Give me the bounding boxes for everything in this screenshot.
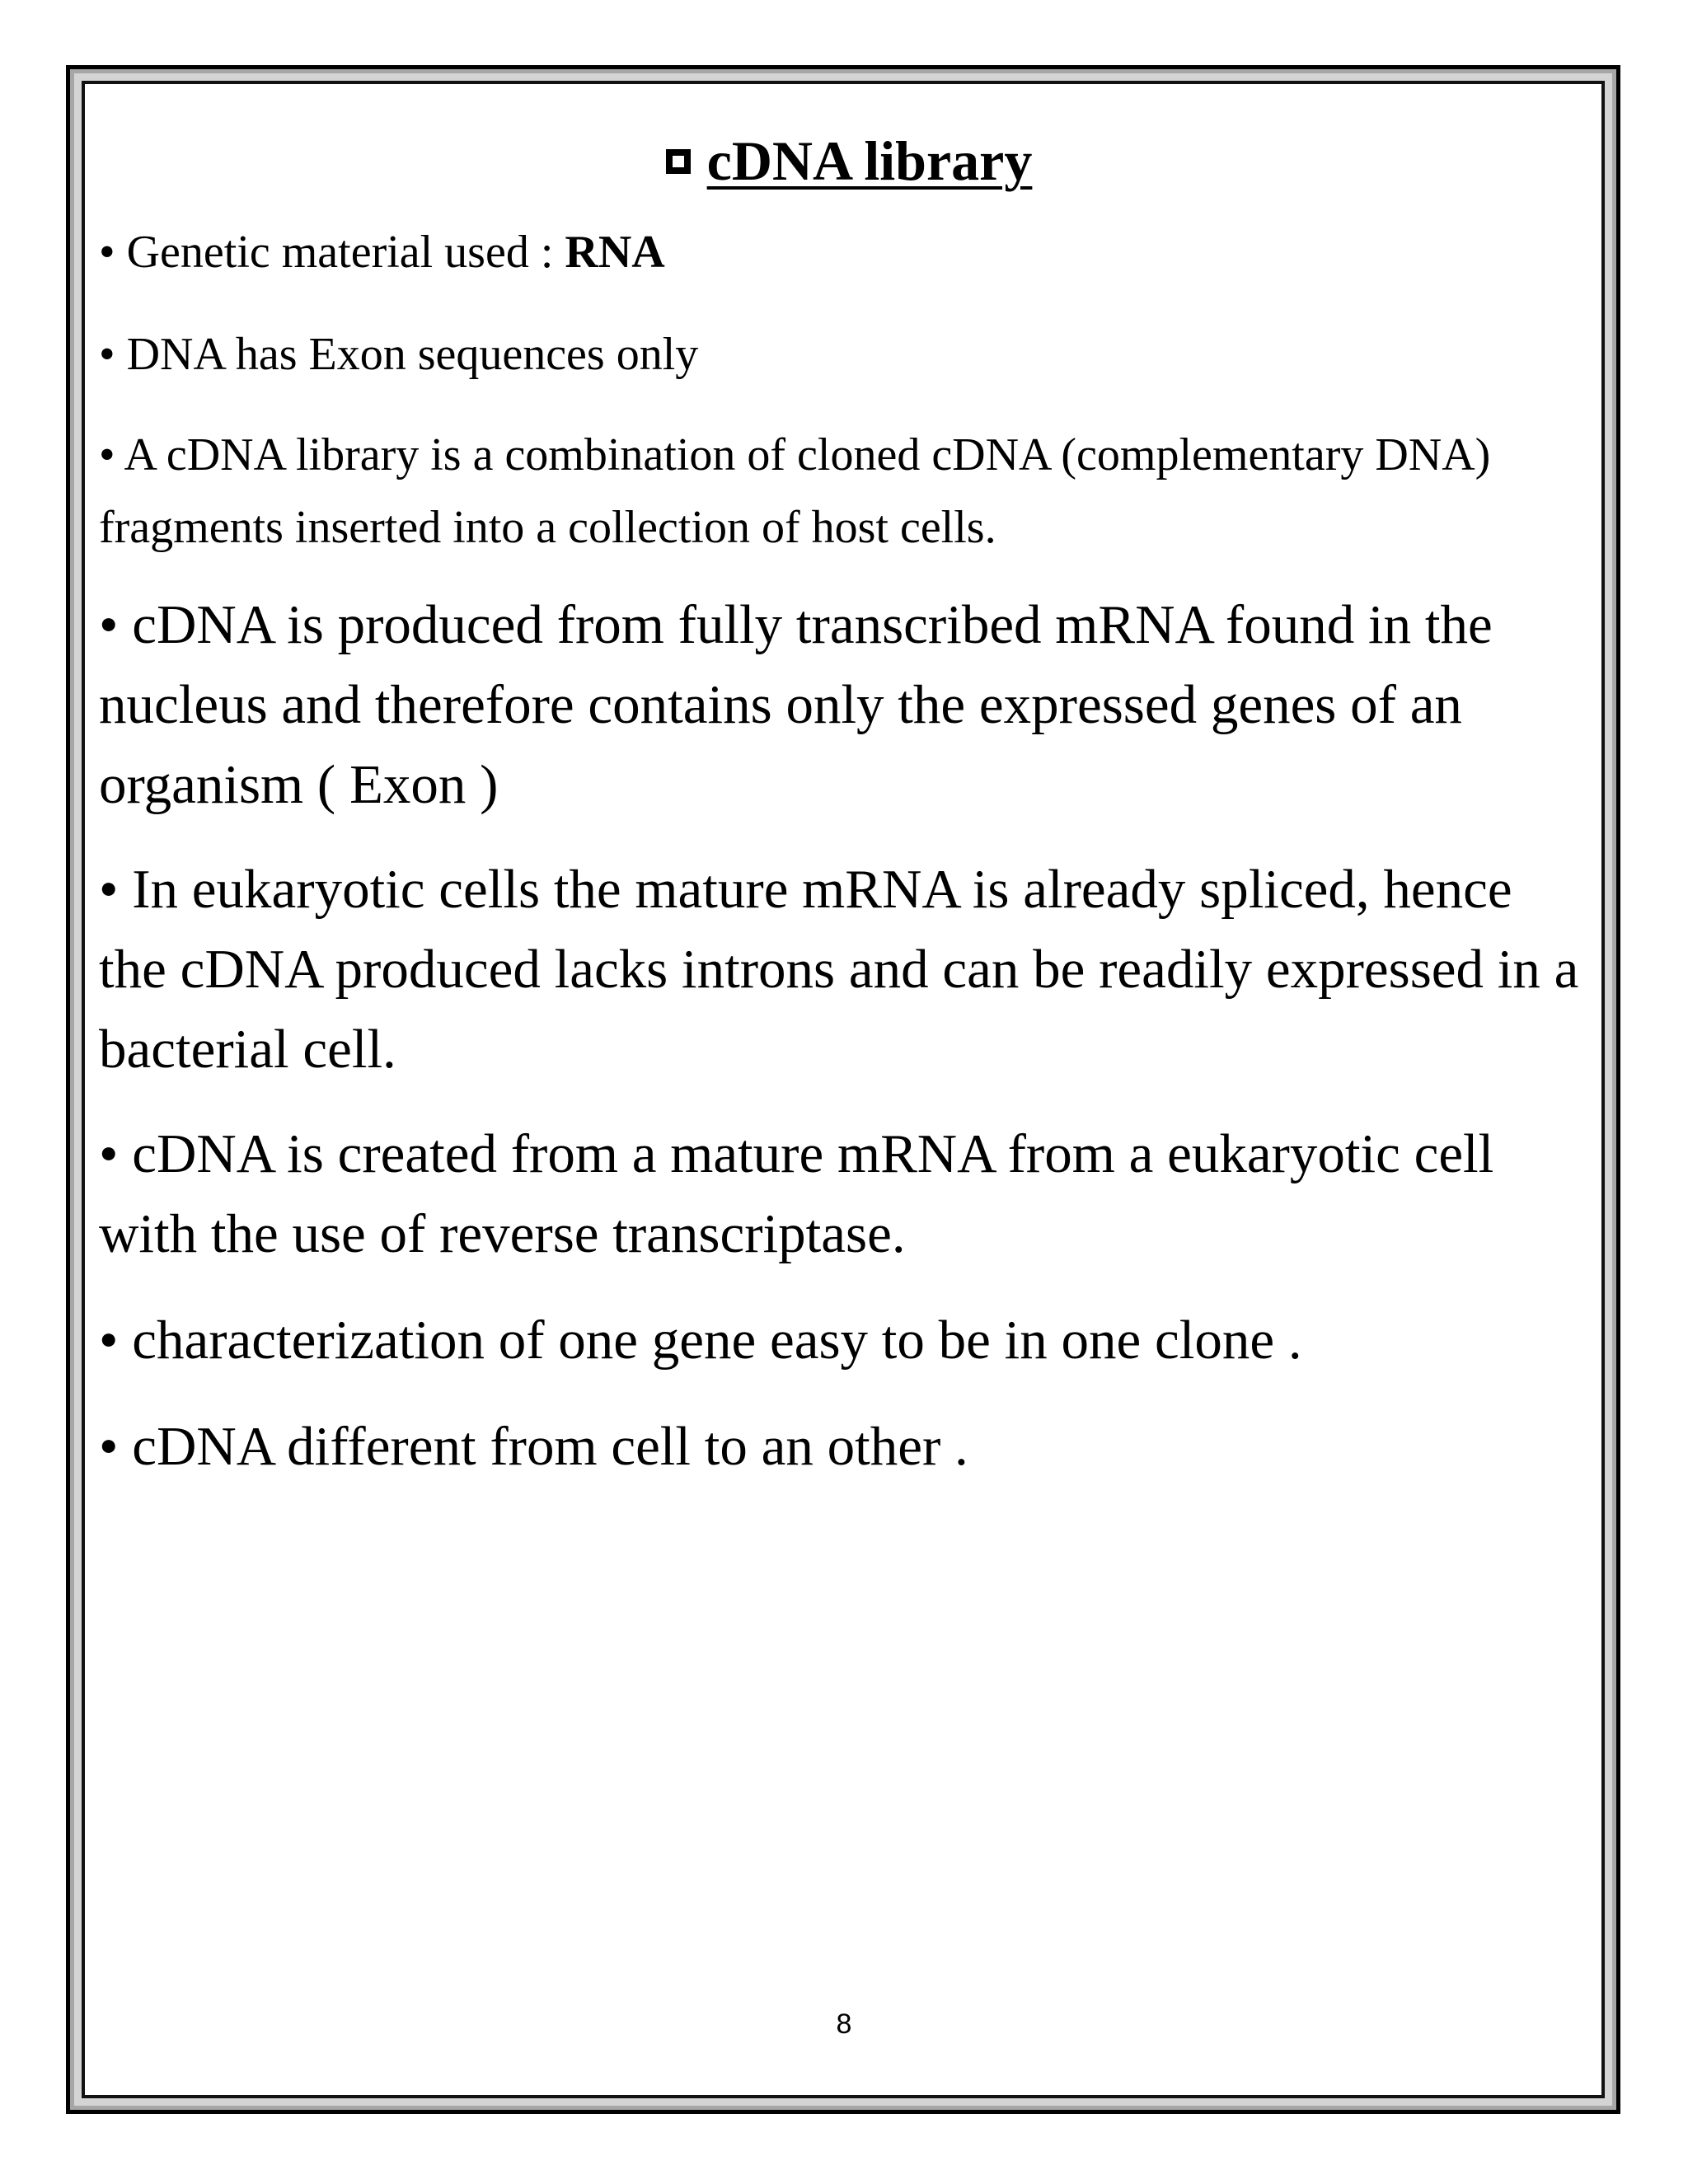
- bullet-dot: •: [99, 594, 119, 655]
- bullet-text: cDNA is produced from fully transcribed mRNA found in the nucleus and therefore contains only the expressed genes of an organism ( Exon ): [99, 594, 1493, 815]
- bullet-reverse-transcriptase: [99, 1114, 1582, 1274]
- page-title-text: cDNA library: [706, 129, 1033, 192]
- bullet-dot: •: [99, 227, 115, 278]
- bullet-dot: •: [99, 1416, 119, 1477]
- bullet-genetic-material: [99, 216, 1582, 288]
- bullet-text: characterization of one gene easy to be in one clone .: [132, 1310, 1302, 1371]
- bullet-bold-text: RNA: [565, 227, 665, 278]
- bullet-dot: •: [99, 429, 115, 480]
- bullet-text: A cDNA library is a combination of cloned cDNA (complementary DNA) fragments inserted into a collection of host cells.: [99, 429, 1491, 553]
- bullet-eukaryotic-spliced: [99, 850, 1582, 1090]
- page-number: 8: [836, 2008, 852, 2040]
- bullet-text: In eukaryotic cells the mature mRNA is already spliced, hence the cDNA produced lacks introns and can be readily expressed in a bacterial cell.: [99, 859, 1579, 1080]
- bullet-library-definition: [99, 419, 1582, 564]
- bullet-characterization: [99, 1301, 1582, 1380]
- square-bullet-icon: [666, 149, 691, 174]
- bullet-cell-difference: [99, 1407, 1582, 1487]
- bullet-dot: •: [99, 1310, 119, 1371]
- page-title: [99, 124, 1582, 198]
- bullet-dot: •: [99, 1123, 119, 1184]
- bullet-dot: •: [99, 859, 119, 920]
- bullet-text: DNA has Exon sequences only: [126, 329, 699, 380]
- page-content: [99, 124, 1582, 1487]
- bullet-dot: •: [99, 329, 115, 380]
- bullet-text: Genetic material used :: [126, 227, 565, 278]
- bullet-text: cDNA is created from a mature mRNA from a eukaryotic cell with the use of reverse transcriptase.: [99, 1123, 1494, 1264]
- bullet-cdna-produced: [99, 585, 1582, 825]
- bullet-exon-sequences: [99, 318, 1582, 391]
- bullet-text: cDNA different from cell to an other .: [132, 1416, 968, 1477]
